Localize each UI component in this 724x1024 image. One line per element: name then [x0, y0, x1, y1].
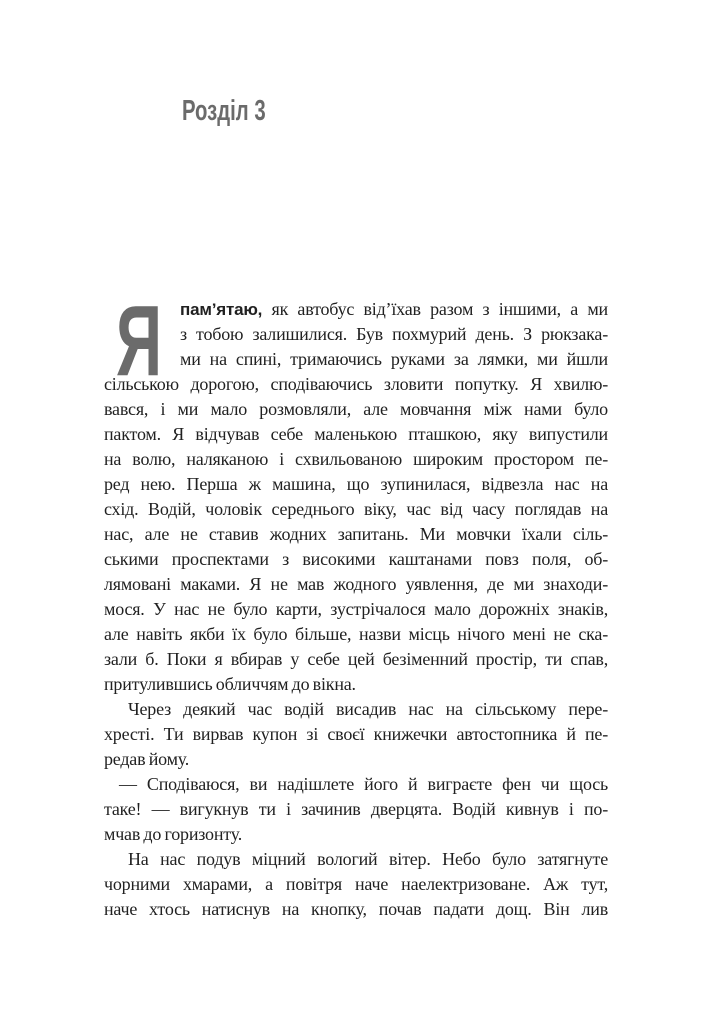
text-line: редав йому. [104, 749, 190, 769]
text-line: мося. У нас не було карти, зустрічалося мало дорожніх знаків, [104, 599, 608, 619]
text-line: мчав до горизонту. [104, 824, 243, 844]
text-line: таке! — вигукнув ти і зачинив дверцята. Водій кивнув і по- [104, 799, 608, 819]
text-line: нас, але не ставив жодних запитань. Ми мовчки їхали сіль- [104, 524, 608, 544]
text-line: вався, і ми мало розмовляли, але мовчання між нами було [104, 399, 608, 419]
dropcap-letter: Я [116, 285, 162, 397]
text-line: ред нею. Перша ж машина, що зупинилася, відвезла нас на [104, 474, 608, 494]
text-line: з тобою залишилися. Був похмурий день. З рюкзака- [180, 324, 608, 344]
text-line: притулившись обличчям до вікна. [104, 674, 356, 694]
text-line: наче хтось натиснув на кнопку, почав падати дощ. Він лив [104, 899, 608, 919]
text-line: чорними хмарами, а повітря наче наелектризоване. Аж тут, [104, 874, 608, 894]
text-line: ськими проспектами з високими каштанами повз поля, об- [104, 549, 608, 569]
text-line-rest: як автобус від’їхав разом з іншими, а ми [262, 299, 608, 319]
lead-bold-word: пам’ятаю, [180, 300, 263, 319]
text-line [104, 297, 608, 322]
text-line: ми на спині, тримаючись руками за лямки, ми йшли [180, 349, 608, 369]
text-line: хресті. Ти вирвав купон зі своєї книжечки автостопника й пе- [104, 724, 608, 744]
text-line: на волю, наляканою і схвильованою широким простором пе- [104, 449, 608, 469]
text-line: сільською дорогою, сподіваючись зловити попутку. Я хвилю- [104, 374, 608, 394]
paragraph-3-dialogue [104, 772, 608, 847]
chapter-heading: Розділ 3 [182, 95, 266, 127]
text-line: схід. Водій, чоловік середнього віку, час від часу поглядав на [104, 499, 608, 519]
text-line: зали б. Поки я вбирав у себе цей безіменний простір, ти спав, [104, 649, 608, 669]
text-line: Через деякий час водій висадив нас на сільському пере- [128, 699, 608, 719]
paragraph-1 [104, 297, 608, 697]
text-line: лямовані маками. Я не мав жодного уявлення, де ми знаходи- [104, 574, 608, 594]
paragraph-2 [104, 697, 608, 772]
body-text-block [104, 297, 608, 922]
text-line: На нас подув міцний вологий вітер. Небо було затягнуте [128, 849, 608, 869]
text-line: пактом. Я відчував себе маленькою пташкою, яку випустили [104, 424, 608, 444]
text-line: — Сподіваюся, ви надішлете його й виграєте фен чи щось [119, 774, 608, 794]
paragraph-4 [104, 847, 608, 922]
text-line: але навіть якби їх було більше, назви місць нічого мені не ска- [104, 624, 608, 644]
